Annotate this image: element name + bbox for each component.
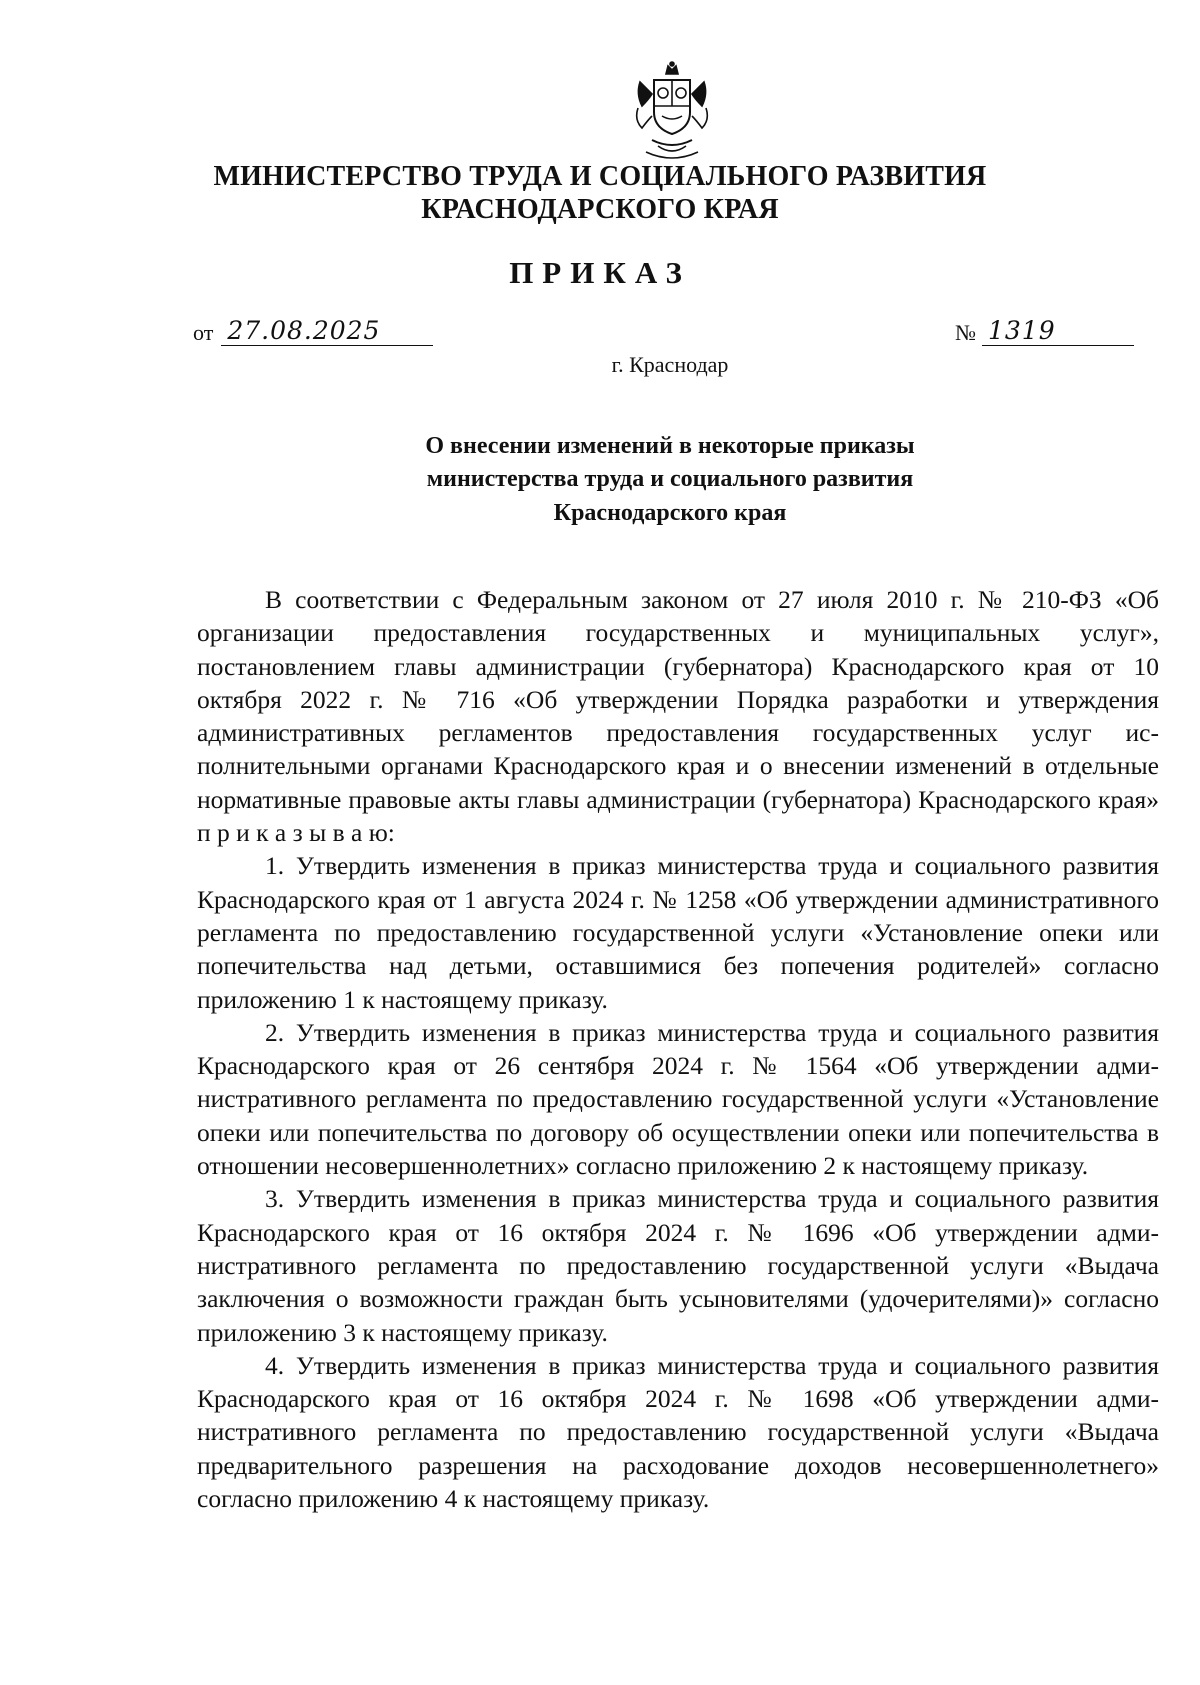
preamble-paragraph: В соответствии с Федеральным законом от 27 июля 2010 г. № 210-ФЗ «Об организации предоставления государственных и муниципальных услуг», постановлением главы администрации (губернатора) Краснодарского края от 10 октября 2022 г. № 716 «Об утверждении Порядка разработки и утверждения административных регламентов предоставления государственных услуг исполнительными органами Краснодарского края и о внесении изменений в отдельные нормативные правовые акты главы администрации (губернатора) Краснодарского края» п р и к а з ы в а ю: — [197, 585, 1159, 848]
order-item: 4. Утвердить изменения в приказ министерства труда и социального развития Краснодарского края от 16 октября 2024 г. № 1698 «Об утверждении административного регламента по предоставлению государственной услуги «Выдача предварительного разрешения на расходование доходов несовершеннолетнего» согласно приложению 4 к настоящему приказу. — [197, 1350, 1159, 1514]
number-value: 1319 — [982, 318, 1134, 346]
coat-of-arms-emblem — [632, 60, 712, 164]
date-value: 27.08.2025 — [221, 318, 433, 346]
order-item: 2. Утвердить изменения в приказ министерства труда и социального развития Краснодарского края от 26 сентября 2024 г. № 1564 «Об утверждении административного регламента по предоставлению государственной услуги «Установление опеки или попечительства по договору об осуществлении опеки или попечительства в отношении несовершеннолетних» согласно приложению 2 к настоящему приказу. — [197, 1017, 1159, 1181]
ministry-name-line1: МИНИСТЕРСТВО ТРУДА И СОЦИАЛЬНОГО РАЗВИТИЯ — [213, 161, 987, 192]
ministry-name-line2: КРАСНОДАРСКОГО КРАЯ — [421, 194, 779, 225]
order-item: 3. Утвердить изменения в приказ министерства труда и социального развития Краснодарского края от 16 октября 2024 г. № 1696 «Об утверждении административного регламента по предоставлению государственной услуги «Выдача заключения о возможности граждан быть усыновителями (удочерителями)» согласно приложению 3 к настоящему приказу. — [197, 1184, 1159, 1347]
document-title-line2: министерства труда и социального развития — [426, 466, 914, 492]
document-title-line1: О внесении изменений в некоторые приказы — [425, 433, 915, 459]
city: г. Краснодар — [611, 352, 729, 377]
date-label: от — [193, 320, 214, 345]
document-type: ПРИКАЗ — [509, 255, 691, 290]
order-number — [955, 318, 1134, 346]
document-body — [197, 583, 1159, 1515]
order-date — [193, 318, 433, 346]
order-item: 1. Утвердить изменения в приказ министерства труда и социального развития Краснодарского края от 1 августа 2024 г. № 1258 «Об утверждении административного регламента по предоставлению государственной услуги «Установление опеки или попечительства над детьми, оставшимися без попечения родителей» согласно приложению 1 к настоящему приказу. — [197, 851, 1159, 1014]
number-label: № — [955, 320, 976, 345]
document-title-line3: Краснодарского края — [553, 500, 787, 526]
